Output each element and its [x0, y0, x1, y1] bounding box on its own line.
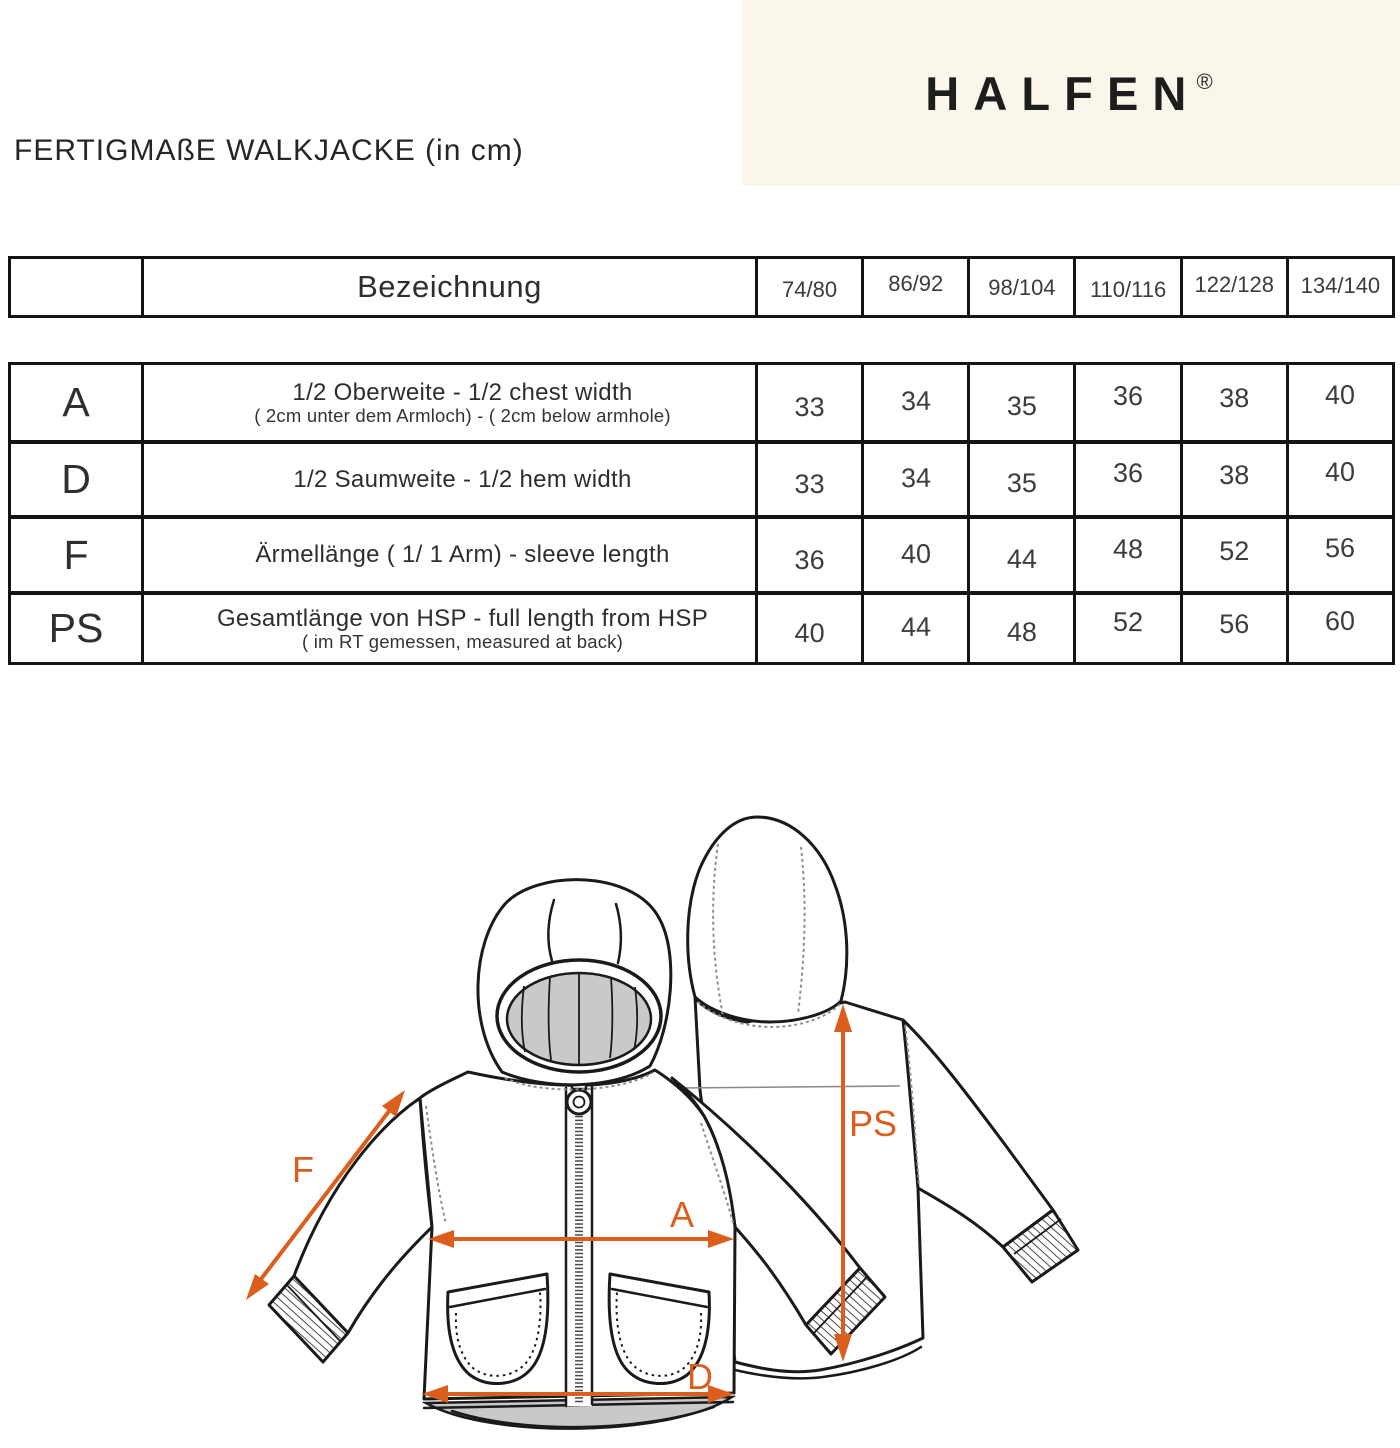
value-cell [1073, 440, 1179, 515]
measure-value: 40 [900, 538, 932, 569]
value-cell [1286, 365, 1392, 440]
value-cell [1286, 440, 1392, 515]
value-cell [967, 440, 1073, 515]
page-title: FERTIGMAßE WALKJACKE (in cm) [14, 134, 524, 167]
row-code-cell [11, 440, 141, 515]
measure-value: 56 [1325, 532, 1356, 563]
value-cell [967, 365, 1073, 440]
measure-name: 1/2 Oberweite - 1/2 chest width [292, 378, 633, 406]
measure-value: 48 [1006, 617, 1037, 647]
value-cell [967, 515, 1073, 591]
measure-value: 36 [794, 544, 825, 575]
header-size-cell [967, 259, 1073, 315]
measure-value: 44 [900, 611, 932, 643]
value-cell [1073, 591, 1179, 662]
row-description-cell [141, 440, 755, 515]
header-name-cell [141, 259, 755, 315]
measure-value: 40 [794, 618, 825, 648]
value-cell [1073, 365, 1179, 440]
value-cell [1286, 515, 1392, 591]
measure-value: 38 [1219, 460, 1250, 490]
size-label: 134/140 [1300, 273, 1381, 298]
measure-value: 52 [1219, 535, 1250, 566]
size-label: 74/80 [782, 277, 838, 302]
back-hood [688, 817, 847, 1022]
value-cell [1180, 440, 1286, 515]
back-right-sleeve [903, 1020, 1053, 1247]
front-zipper [566, 1078, 592, 1406]
value-cell [755, 365, 861, 440]
zipper-pull [567, 1090, 591, 1114]
measure-value: 38 [1219, 383, 1250, 413]
measure-value: 60 [1325, 605, 1356, 637]
measure-value: 35 [1006, 391, 1037, 421]
value-cell [861, 515, 967, 591]
size-table-header [8, 256, 1395, 318]
measure-name: 1/2 Saumweite - 1/2 hem width [293, 465, 632, 493]
measure-code: F [63, 531, 89, 578]
row-description-cell [141, 365, 755, 440]
registered-trademark-symbol: ® [1196, 69, 1213, 95]
value-cell [1180, 591, 1286, 662]
measure-code: A [62, 379, 90, 425]
header-size-cell [861, 259, 967, 315]
measure-value: 35 [1006, 468, 1037, 498]
row-code-cell [11, 515, 141, 591]
row-code-cell [11, 365, 141, 440]
measure-value: 36 [1112, 457, 1144, 489]
measure-code: D [61, 456, 91, 502]
value-cell [755, 440, 861, 515]
measure-value: 48 [1112, 533, 1144, 564]
measure-code: PS [48, 605, 104, 651]
jacket-measurement-diagram [0, 790, 1400, 1448]
value-cell [755, 515, 861, 591]
measure-value: 40 [1325, 379, 1356, 411]
label-D: D [687, 1356, 713, 1397]
brand-logo-block [742, 0, 1400, 186]
label-PS: PS [849, 1103, 898, 1144]
measure-name: Gesamtlänge von HSP - full length from HSP [216, 604, 709, 632]
value-cell [861, 365, 967, 440]
front-left-pocket [448, 1274, 548, 1384]
value-cell [1073, 515, 1179, 591]
measure-value: 52 [1112, 606, 1144, 638]
measure-value: 56 [1219, 609, 1250, 639]
row-code-cell [11, 591, 141, 662]
value-cell [1180, 365, 1286, 440]
value-cell [1180, 515, 1286, 591]
value-cell [755, 591, 861, 662]
header-size-cell [1286, 259, 1392, 315]
size-label: 98/104 [988, 275, 1056, 300]
measure-name: Ärmellänge ( 1/ 1 Arm) - sleeve length [255, 541, 670, 569]
measure-value: 36 [1112, 380, 1144, 412]
measure-value: 33 [794, 469, 825, 499]
label-A: A [669, 1194, 695, 1235]
measure-value: 34 [900, 462, 932, 494]
header-size-cell [1180, 259, 1286, 315]
brand-logo [925, 66, 1216, 121]
measure-value: 44 [1006, 543, 1037, 574]
size-label: 86/92 [888, 271, 944, 296]
value-cell [861, 591, 967, 662]
header-size-cell [755, 259, 861, 315]
header-empty-cell [11, 259, 141, 315]
header-name-label: Bezeichnung [357, 269, 542, 304]
value-cell [861, 440, 967, 515]
measure-value: 40 [1325, 456, 1356, 488]
measure-note: ( im RT gemessen, measured at back) [302, 631, 623, 653]
measure-value: 33 [794, 392, 825, 422]
size-label: 110/116 [1089, 277, 1167, 302]
measure-value: 34 [900, 385, 932, 417]
label-F: F [292, 1149, 314, 1190]
row-description-cell [141, 515, 755, 591]
value-cell [1286, 591, 1392, 662]
size-table-body [8, 362, 1395, 665]
row-description-cell [141, 591, 755, 662]
value-cell [967, 591, 1073, 662]
header-size-cell [1073, 259, 1179, 315]
brand-name: HALFEN [925, 66, 1201, 120]
size-label: 122/128 [1194, 272, 1274, 297]
measure-note: ( 2cm unter dem Armloch) - ( 2cm below armhole) [254, 405, 671, 427]
